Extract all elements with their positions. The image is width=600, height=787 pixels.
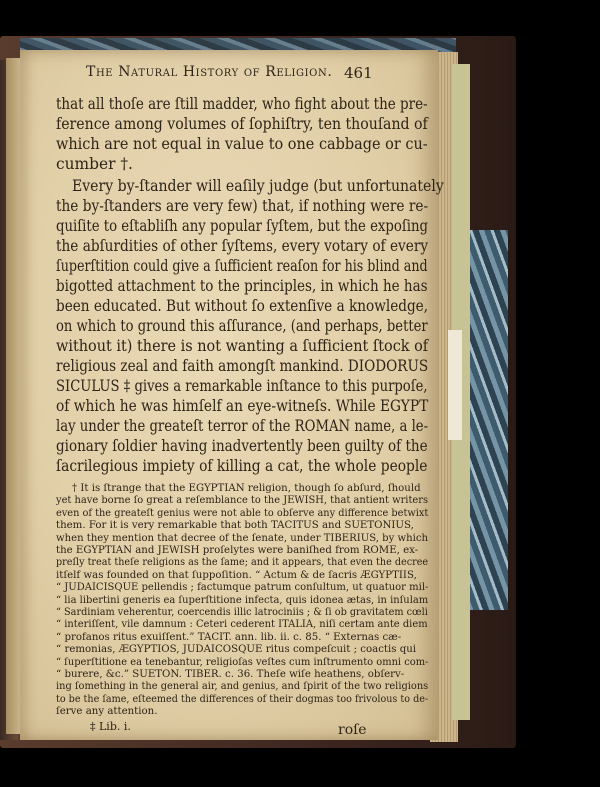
body-line: that all thoſe are ſtill madder, who fight about the pre-: [56, 95, 428, 113]
footnote-line: ing ſomething in the general air, and genius, and ſpirit of the two religions: [56, 681, 429, 693]
body-line: religious zeal and faith amongſt mankind. DIODORUS: [56, 357, 429, 375]
footnote-line: preſly treat theſe religions as the ſame; and it appears, that even the decree: [56, 557, 429, 569]
body-line: ſacrilegious impiety of killing a cat, the whole people: [56, 457, 428, 475]
footnote-line: ſerve any attention.: [56, 706, 158, 718]
footnote-line: even of the greateſt genius were not able to obſerve any difference betwixt: [56, 507, 429, 519]
body-line: quiſite to eſtabliſh any popular ſyſtem, but the expoſing: [56, 217, 429, 235]
footnote-line: “ ſuperſtitione ea tenebantur, religioſas veſtes cum inſtrumento omni com-: [56, 656, 429, 668]
footnote-line: “ JUDAICISQUE pellendis ; factumque patrum conſultum, ut quatuor mil-: [56, 582, 429, 594]
footnote-line: “ profanos ritus exuiſſent.” TACIT. ann. lib. ii. c. 85. “ Externas cæ-: [56, 631, 402, 643]
body-line: ference among volumes of ſophiſtry, ten thouſand of: [56, 115, 428, 133]
body-line: lay under the greateſt terror of the ROMAN name, a le-: [56, 417, 429, 435]
body-line: cumber †.: [56, 155, 133, 173]
footnote-line: “ Sardiniam veherentur, coercendis illic latrociniis ; & ſi ob gravitatem cœli: [56, 607, 428, 618]
footnote-line: “ remonias, ÆGYPTIOS, JUDAICOSQUE ritus compeſcuit ; coactis qui: [56, 644, 417, 656]
footnote-line: yet have borne ſo great a reſemblance to the JEWISH, that antient writers: [56, 495, 429, 507]
body-line: Every by-ſtander will eaſily judge (but unfortunately: [72, 177, 444, 195]
book-page: [20, 50, 444, 740]
footnote-line: ‡ Lib. i.: [90, 719, 131, 733]
footnote-line: “ interiſſent, vile damnum : Ceteri cederent ITALIA, niſi certam ante diem: [56, 619, 428, 631]
body-line: which are not equal in value to one cabbage or cu-: [56, 135, 428, 153]
footnote-line: “ lia libertini generis ea ſuperſtitione infecta, quis idonea ætas, in inſulam: [56, 594, 429, 606]
body-line: gionary ſoldier having inadvertently been guilty of the: [56, 437, 428, 455]
page-number: 461: [344, 64, 373, 82]
running-head: [20, 64, 438, 86]
body-line: the by-ſtanders are very few) that, if nothing were re-: [56, 197, 429, 215]
body-line: on which to ground this aſſurance, (and perhaps, better: [56, 317, 428, 335]
footnote-line: “ burere, &c.” SUETON. TIBER. c. 36. Theſe wiſe heathens, obſerv-: [56, 669, 405, 680]
body-line: SICULUS ‡ gives a remarkable inſtance to this purpoſe,: [56, 377, 428, 395]
body-line: ſuperſtition could give a ſufficient reaſon for his blind and: [56, 257, 428, 275]
body-line: without it) there is not wanting a ſufficient ſtock of: [56, 337, 429, 355]
marbled-endpaper-right: [468, 230, 508, 610]
catchword: roſe: [338, 721, 367, 738]
body-line: bigotted attachment to the principles, in which he has: [56, 277, 428, 295]
footnote-line: † It is ſtrange that the EGYPTIAN religion, though ſo abſurd, ſhould: [72, 483, 421, 494]
footnote-line: to be the ſame, eſteemed the differences of their dogmas too frivolous to de-: [56, 693, 429, 705]
footnote-line: the EGYPTIAN and JEWISH proſelytes were baniſhed from ROME, ex-: [56, 545, 419, 556]
body-line: of which he was himſelf an eye-witneſs. While EGYPT: [56, 397, 429, 415]
body-line: been educated. But without ſo extenſive a knowledge,: [56, 297, 429, 315]
footnote-line: when they mention that decree of the ſenate, under TIBERIUS, by which: [56, 532, 428, 544]
paper-bookmark-tab: [448, 330, 462, 440]
body-line: the abſurdities of other ſyſtems, every votary of every: [56, 237, 429, 255]
footnote-line: them. For it is very remarkable that both TACITUS and SUETONIUS,: [56, 520, 414, 532]
footnote-line: itſelf was founded on that ſuppoſition. “ Actum & de ſacris ÆGYPTIIS,: [56, 569, 417, 581]
running-head-title: The Natural History of Religion.: [86, 64, 333, 80]
